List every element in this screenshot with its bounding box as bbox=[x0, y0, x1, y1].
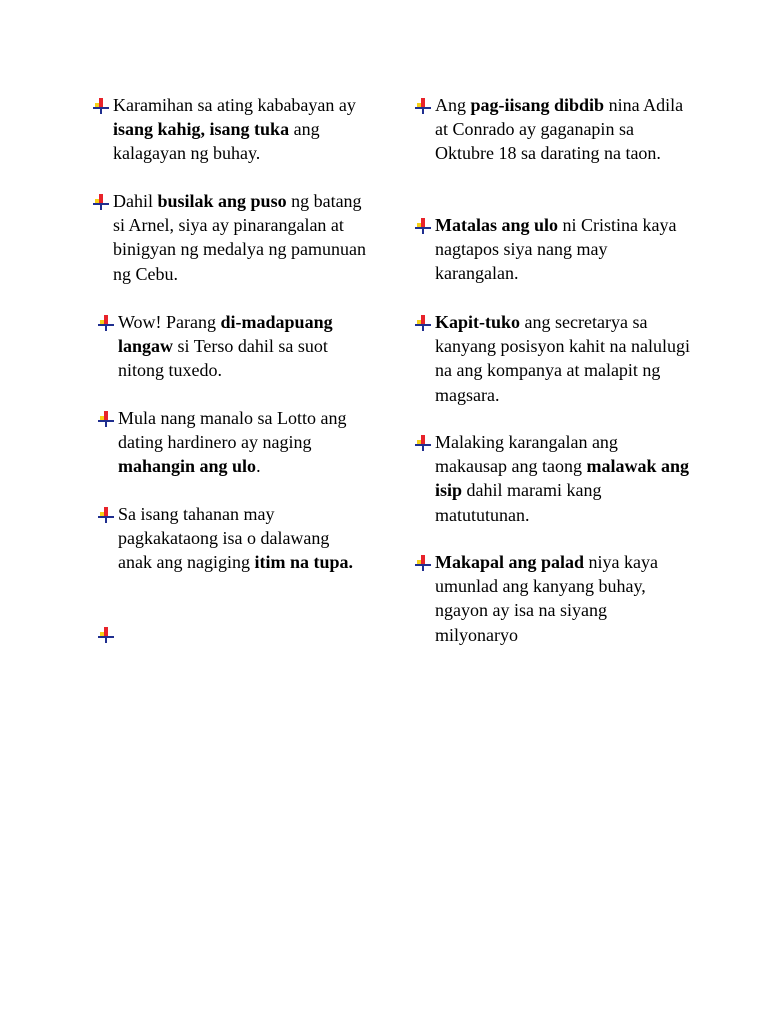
item-text bbox=[435, 213, 690, 286]
sentence-text: Dahil bbox=[113, 191, 158, 211]
sentence-text: Malaking karangalan ang makausap ang taong bbox=[435, 432, 618, 477]
sentence-text: ang kalagayan ng buhay. bbox=[113, 119, 320, 164]
bullet-icon bbox=[98, 409, 114, 425]
idiom-bold-text: di-madapuang langaw bbox=[118, 312, 333, 357]
bullet-icon bbox=[98, 505, 114, 521]
idiom-bold-text: mahangin ang ulo bbox=[118, 456, 257, 477]
bullet-icon bbox=[415, 216, 431, 232]
right-item-5 bbox=[435, 550, 690, 647]
sentence-text: Ang bbox=[435, 95, 471, 115]
idiom-bold-text: Matalas ang ulo bbox=[435, 215, 559, 235]
sentence-text: nina Adila at Conrado ay gaganapin sa Oktubre 18 sa darating na taon. bbox=[435, 95, 684, 164]
left-item-2 bbox=[113, 189, 373, 286]
bullet-icon bbox=[98, 313, 114, 329]
sentence-text: Wow! Parang bbox=[118, 312, 221, 332]
sentence-text: Karamihan sa ating kababayan ay bbox=[113, 95, 356, 115]
bullet-icon bbox=[93, 192, 109, 208]
item-text bbox=[113, 93, 373, 166]
sentence-text: ni Cristina kaya nagtapos siya nang may karangalan. bbox=[435, 215, 677, 284]
right-item-2 bbox=[435, 213, 690, 286]
item-text bbox=[113, 189, 373, 286]
item-text bbox=[118, 406, 378, 479]
right-item-4 bbox=[435, 430, 690, 527]
item-text bbox=[435, 430, 690, 527]
item-text bbox=[435, 93, 690, 166]
bullet-icon bbox=[415, 553, 431, 569]
item-text bbox=[435, 310, 690, 407]
left-item-4 bbox=[118, 406, 378, 479]
left-item-3 bbox=[118, 310, 378, 383]
sentence-text: ang secretarya sa kanyang posisyon kahit na nalulugi na ang kompanya at malapit ng magsara. bbox=[435, 312, 690, 405]
right-item-3 bbox=[435, 310, 690, 407]
idiom-bold-text: malawak ang isip bbox=[435, 456, 689, 501]
bullet-icon bbox=[415, 313, 431, 329]
idiom-bold-text: pag-iisang dibdib bbox=[470, 95, 605, 115]
idiom-bold-text: busilak ang puso bbox=[157, 191, 287, 211]
bullet-icon bbox=[98, 625, 114, 641]
bullet-icon bbox=[415, 96, 431, 112]
sentence-text: Mula nang manalo sa Lotto ang dating hardinero ay naging bbox=[118, 408, 347, 453]
idiom-bold-text: isang kahig, isang tuka bbox=[113, 119, 290, 140]
sentence-text: Sa isang tahanan may pagkakataong isa o dalawang anak ang nagiging bbox=[118, 504, 330, 573]
item-text bbox=[118, 502, 363, 575]
item-text bbox=[118, 310, 378, 383]
sentence-text: si Terso dahil sa suot nitong tuxedo. bbox=[118, 336, 328, 381]
idiom-bold-text: itim na tupa. bbox=[254, 552, 353, 573]
left-item-5 bbox=[118, 502, 363, 575]
right-item-1 bbox=[435, 93, 690, 166]
idiom-bold-text: Kapit-tuko bbox=[435, 312, 521, 332]
bullet-icon bbox=[415, 433, 431, 449]
left-item-1 bbox=[113, 93, 373, 166]
sentence-text: dahil marami kang matututunan. bbox=[435, 480, 602, 525]
sentence-text: ng batang si Arnel, siya ay pinarangalan at binigyan ng medalya ng pamunuan ng Cebu. bbox=[113, 191, 366, 284]
bullet-icon bbox=[93, 96, 109, 112]
sentence-text: . bbox=[256, 456, 261, 477]
item-text bbox=[435, 550, 690, 647]
idiom-bold-text: Makapal ang palad bbox=[435, 552, 585, 572]
sentence-text: niya kaya umunlad ang kanyang buhay, ngayon ay isa na siyang milyonaryo bbox=[435, 552, 659, 645]
